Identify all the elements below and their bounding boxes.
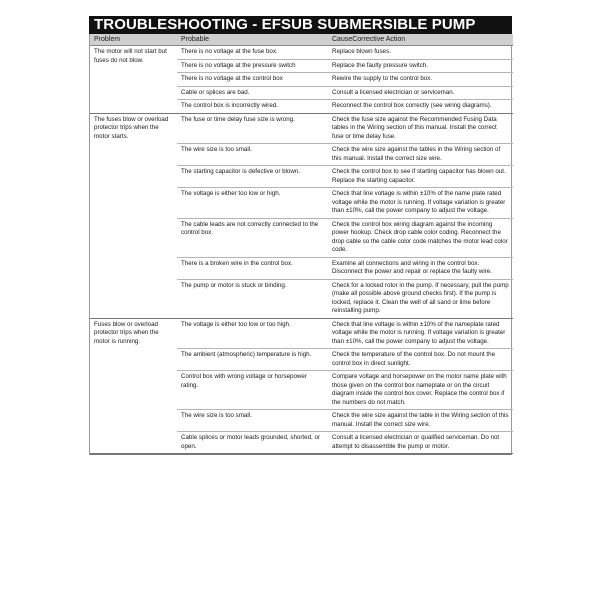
corrective-action-cell: Check the control box to see if starting capacitor has blown out. Replace the starting capacitor. — [328, 166, 513, 188]
corrective-action-cell: Rewire the supply to the control box. — [328, 73, 513, 87]
probable-cause-cell: The ambient (atmospheric) temperature is high. — [177, 349, 328, 371]
probable-cause-cell: Control box with wrong voltage or horsepower rating. — [177, 371, 328, 410]
corrective-action-cell: Check that line voltage is within ±10% of the name plate rated voltage while the motor is running. If voltage variation is greater than ±10%, call the power company to adjust the voltage. — [328, 188, 513, 219]
probable-cause-cell: The voltage is either too low or high. — [177, 188, 328, 219]
probable-cause-cell: There is a broken wire in the control box. — [177, 257, 328, 279]
column-header-action: CauseCorrective Action — [328, 34, 513, 46]
column-header-problem: Problem — [90, 34, 177, 46]
corrective-action-cell: Check the temperature of the control box. Do not mount the control box in direct sunlight. — [328, 349, 513, 371]
probable-cause-cell: The control box is incorrectly wired. — [177, 100, 328, 114]
corrective-action-cell: Consult a licensed electrician or qualified serviceman. Do not attempt to disassemble the pump or motor. — [328, 432, 513, 454]
probable-cause-cell: The starting capacitor is defective or blown. — [177, 166, 328, 188]
corrective-action-cell: Replace blown fuses. — [328, 46, 513, 60]
probable-cause-cell: The voltage is either too low or too high. — [177, 318, 328, 349]
problem-cell: The motor will not start but fuses do not blow. — [90, 46, 177, 114]
corrective-action-cell: Reconnect the control box correctly (see wiring diagrams). — [328, 100, 513, 114]
corrective-action-cell: Compare voltage and horsepower on the motor name plate with those given on the control box nameplate or on the circuit diagram inside the control box cover. Replace the control box if the numbers do not match. — [328, 371, 513, 410]
probable-cause-cell: The wire size is too small. — [177, 144, 328, 166]
table-row — [90, 113, 513, 144]
corrective-action-cell: Check for a locked rotor in the pump. If necessary, pull the pump (make all possible above ground checks first). If the pump is locked, replace it. Clean the well of all sand or lime before reinstalling pump. — [328, 279, 513, 318]
corrective-action-cell: Examine all connections and wiring in the control box. Disconnect the power and repair or replace the faulty wire. — [328, 257, 513, 279]
corrective-action-cell: Check the fuse size against the Recommended Fusing Data tables in the Wiring section of this manual. Install the correct fuse or time delay fuse. — [328, 113, 513, 144]
troubleshooting-sheet — [89, 16, 512, 455]
corrective-action-cell: Replace the faulty pressure switch. — [328, 59, 513, 73]
troubleshooting-table — [90, 34, 513, 454]
table-row — [90, 46, 513, 60]
table-frame — [89, 34, 512, 455]
probable-cause-cell: There is no voltage at the fuse box. — [177, 46, 328, 60]
probable-cause-cell: The cable leads are not correctly connected to the control box. — [177, 218, 328, 257]
table-body — [90, 46, 513, 454]
column-header-probable: Probable — [177, 34, 328, 46]
table-row — [90, 318, 513, 349]
corrective-action-cell: Check the wire size against the table in the Wiring section of this manual. Install the correct size wire. — [328, 410, 513, 432]
corrective-action-cell: Check that line voltage is within ±10% of the nameplate rated voltage while the motor is running. If voltage variation is greater than ±10%, call the power company to adjust the voltage. — [328, 318, 513, 349]
probable-cause-cell: The fuse or time delay fuse size is wrong. — [177, 113, 328, 144]
probable-cause-cell: There is no voltage at the control box — [177, 73, 328, 87]
probable-cause-cell: There is no voltage at the pressure switch — [177, 59, 328, 73]
probable-cause-cell: Cable or splices are bad. — [177, 86, 328, 100]
probable-cause-cell: Cable splices or motor leads grounded, shorted, or open. — [177, 432, 328, 454]
probable-cause-cell: The wire size is too small. — [177, 410, 328, 432]
corrective-action-cell: Check the control box wiring diagram against the incoming power hookup. Check drop cable color coding. Reconnect the drop cable so the cable color code matches the motor lead color code. — [328, 218, 513, 257]
corrective-action-cell: Consult a licensed electrician or serviceman. — [328, 86, 513, 100]
problem-cell: Fuses blow or overload protector trips when the motor is running. — [90, 318, 177, 454]
corrective-action-cell: Check the wire size against the tables in the Wiring section of this manual. Install the correct size wire. — [328, 144, 513, 166]
probable-cause-cell: The pump or motor is stuck or binding. — [177, 279, 328, 318]
problem-cell: The fuses blow or overload protector trips when the motor starts. — [90, 113, 177, 318]
page-title: TROUBLESHOOTING - EFSUB SUBMERSIBLE PUMP — [89, 16, 512, 34]
table-header-row — [90, 34, 513, 46]
